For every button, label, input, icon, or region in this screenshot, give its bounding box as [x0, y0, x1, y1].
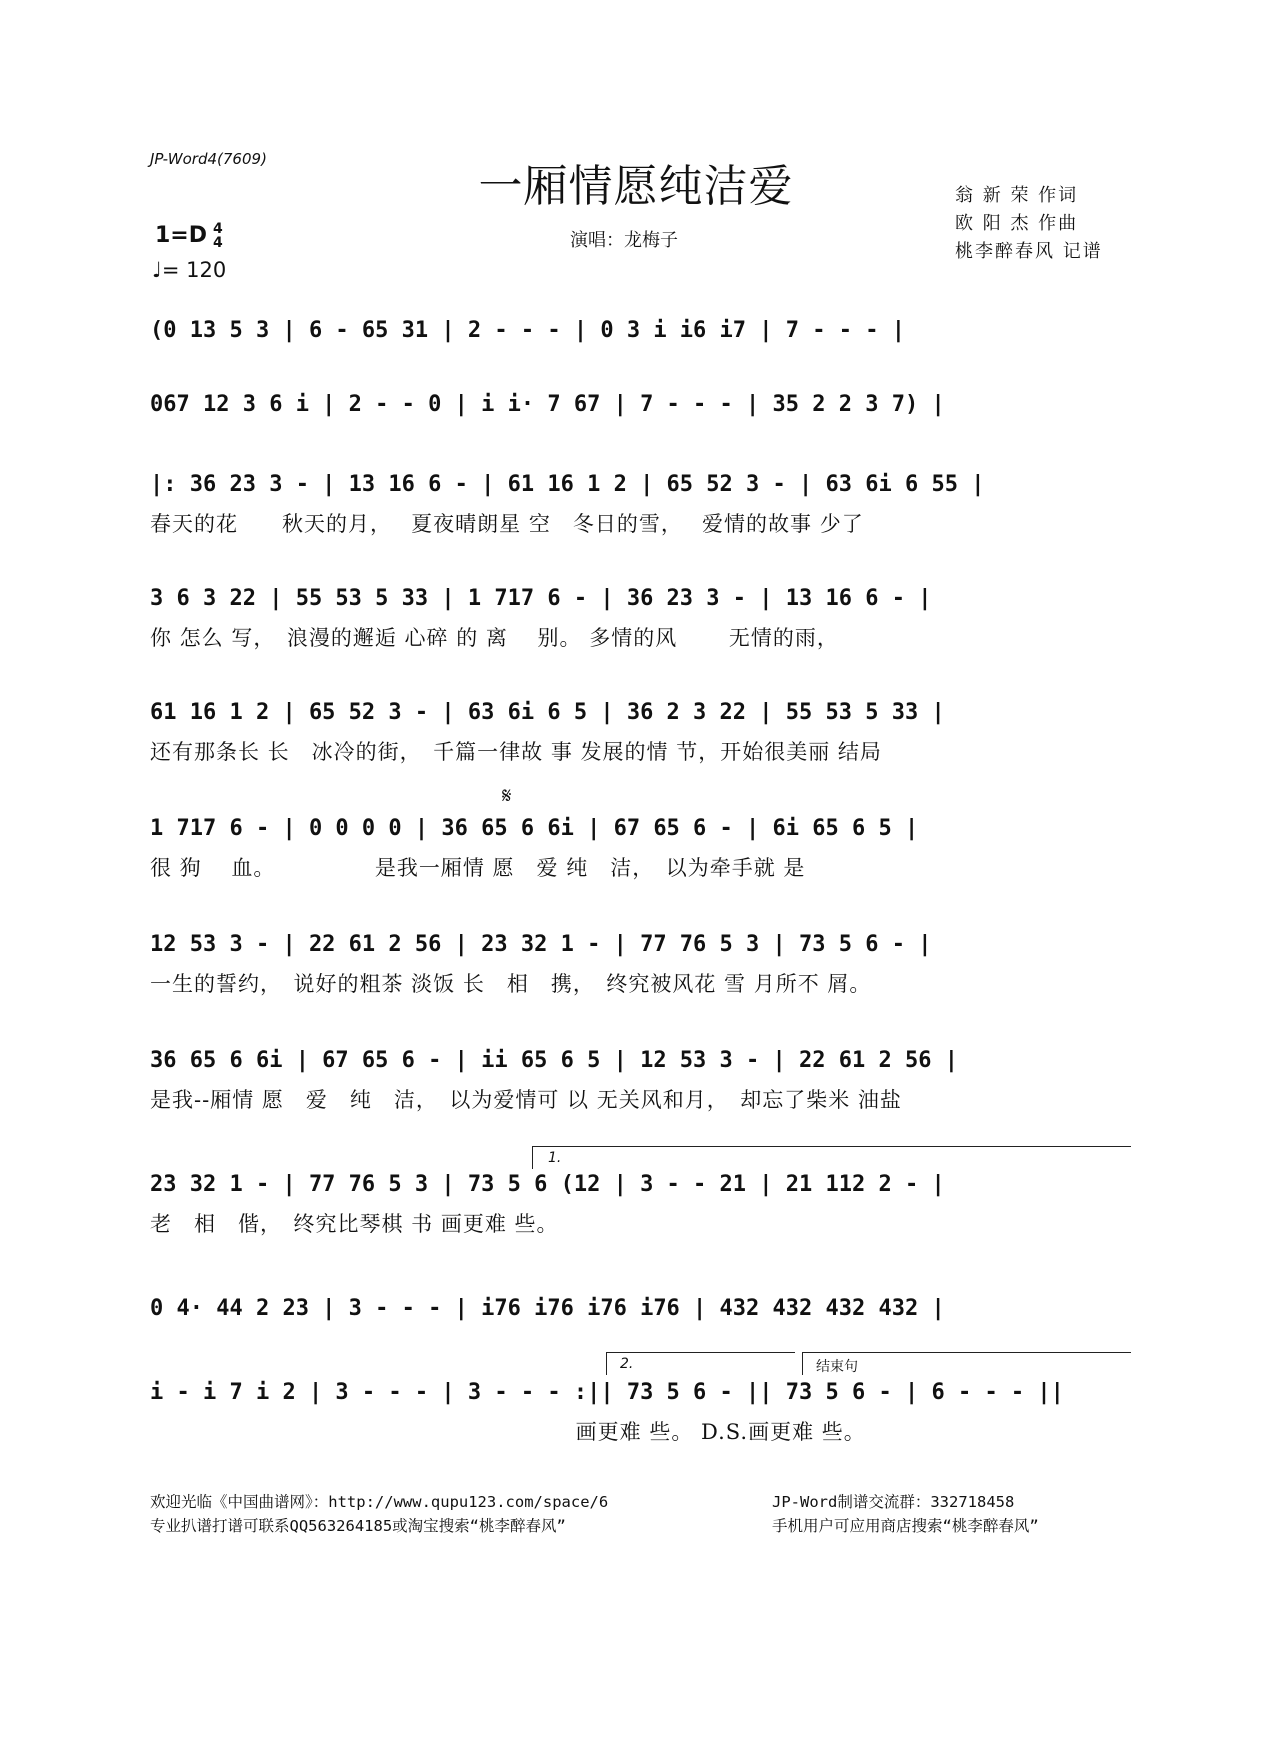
time-bottom: 4 [213, 235, 223, 251]
lyric-line: 很 狗 血。 是我一厢情 愿 爱 纯 洁， 以为牵手就 是 [150, 856, 806, 880]
lyric-line: 一生的誓约， 说好的粗茶 淡饭 长 相 携， 终究被风花 雪 月所不 屑。 [150, 972, 872, 996]
notation-line: i - i 7 i 2 | 3 - - - | 3 - - - :|| 73 5 6 - || 73 5 6 - | 6 - - - || [150, 1380, 1064, 1405]
notation-line: 1 717 6 - | 0 0 0 0 | 36 65 6 6i | 67 65 6 - | 6i 65 6 5 | [150, 816, 919, 841]
time-signature [213, 222, 223, 250]
notation-line: 36 65 6 6i | 67 65 6 - | ii 65 6 5 | 12 53 3 - | 22 61 2 56 | [150, 1048, 958, 1073]
page-title: 一厢情愿纯洁爱 [478, 161, 794, 212]
lyric-line: 还有那条长 长 冰冷的街， 千篇一律故 事 发展的情 节，开始很美丽 结局 [150, 740, 882, 764]
composer-credit: 欧 阳 杰 作曲 [955, 213, 1079, 234]
tempo-mark: ♩= 120 [152, 258, 227, 282]
software-label: JP-Word4(7609) [150, 150, 267, 168]
notation-line: |: 36 23 3 - | 13 16 6 - | 61 16 1 2 | 65 52 3 - | 63 6i 6 55 | [150, 472, 985, 497]
footer-left [150, 1490, 608, 1538]
key-signature [155, 222, 223, 250]
key-label: 1=D [155, 223, 208, 248]
footer-app: 手机用户可应用商店搜索“桃李醉春风” [772, 1517, 1039, 1535]
footer-site-link[interactable]: 欢迎光临《中国曲谱网》：http://www.qupu123.com/space/6 [150, 1493, 609, 1511]
volta-1-label: 1. [548, 1150, 562, 1166]
coda-label: 结束句 [816, 1359, 858, 1375]
singer-credit: 演唱：龙梅子 [570, 230, 678, 251]
notation-line: 23 32 1 - | 77 76 5 3 | 73 5 6 (12 | 3 - - 21 | 21 112 2 - | [150, 1172, 945, 1197]
footer-contact: 专业扒谱打谱可联系QQ563264185或淘宝搜索“桃李醉春风” [150, 1517, 566, 1535]
volta-2-bracket [606, 1352, 795, 1375]
volta-2-label: 2. [620, 1356, 634, 1372]
lyric-line: 画更难 些。 D.S.画更难 些。 [150, 1420, 866, 1444]
notation-line: 067 12 3 6 i | 2 - - 0 | i i· 7 67 | 7 - - - | 35 2 2 3 7) | [150, 392, 945, 417]
segno-sign: 𝄋 [502, 784, 512, 809]
credits-block [955, 182, 1103, 266]
transcriber-credit: 桃李醉春风 记谱 [955, 241, 1103, 262]
notation-line: (0 13 5 3 | 6 - 65 31 | 2 - - - | 0 3 i i6 i7 | 7 - - - | [150, 318, 905, 343]
volta-1-bracket [532, 1146, 1131, 1169]
time-top: 4 [213, 221, 223, 237]
lyric-line: 你 怎么 写， 浪漫的邂逅 心碎 的 离 别。 多情的风 无情的雨， [150, 626, 839, 650]
lyric-line: 春天的花 秋天的月， 夏夜晴朗星 空 冬日的雪， 爱情的故事 少了 [150, 512, 864, 536]
notation-line: 3 6 3 22 | 55 53 5 33 | 1 717 6 - | 36 23 3 - | 13 16 6 - | [150, 586, 932, 611]
lyric-line: 老 相 偕， 终究比琴棋 书 画更难 些。 [150, 1212, 559, 1236]
footer-right [772, 1490, 1039, 1538]
notation-line: 61 16 1 2 | 65 52 3 - | 63 6i 6 5 | 36 2 3 22 | 55 53 5 33 | [150, 700, 945, 725]
notation-line: 12 53 3 - | 22 61 2 56 | 23 32 1 - | 77 76 5 3 | 73 5 6 - | [150, 932, 932, 957]
lyricist-credit: 翁 新 荣 作词 [955, 185, 1079, 206]
lyric-line: 是我--厢情 愿 爱 纯 洁， 以为爱情可 以 无关风和月， 却忘了柴米 油盐 [150, 1088, 902, 1112]
footer-group: JP-Word制谱交流群：332718458 [772, 1493, 1015, 1511]
notation-line: 0 4· 44 2 23 | 3 - - - | i76 i76 i76 i76 | 432 432 432 432 | [150, 1296, 945, 1321]
